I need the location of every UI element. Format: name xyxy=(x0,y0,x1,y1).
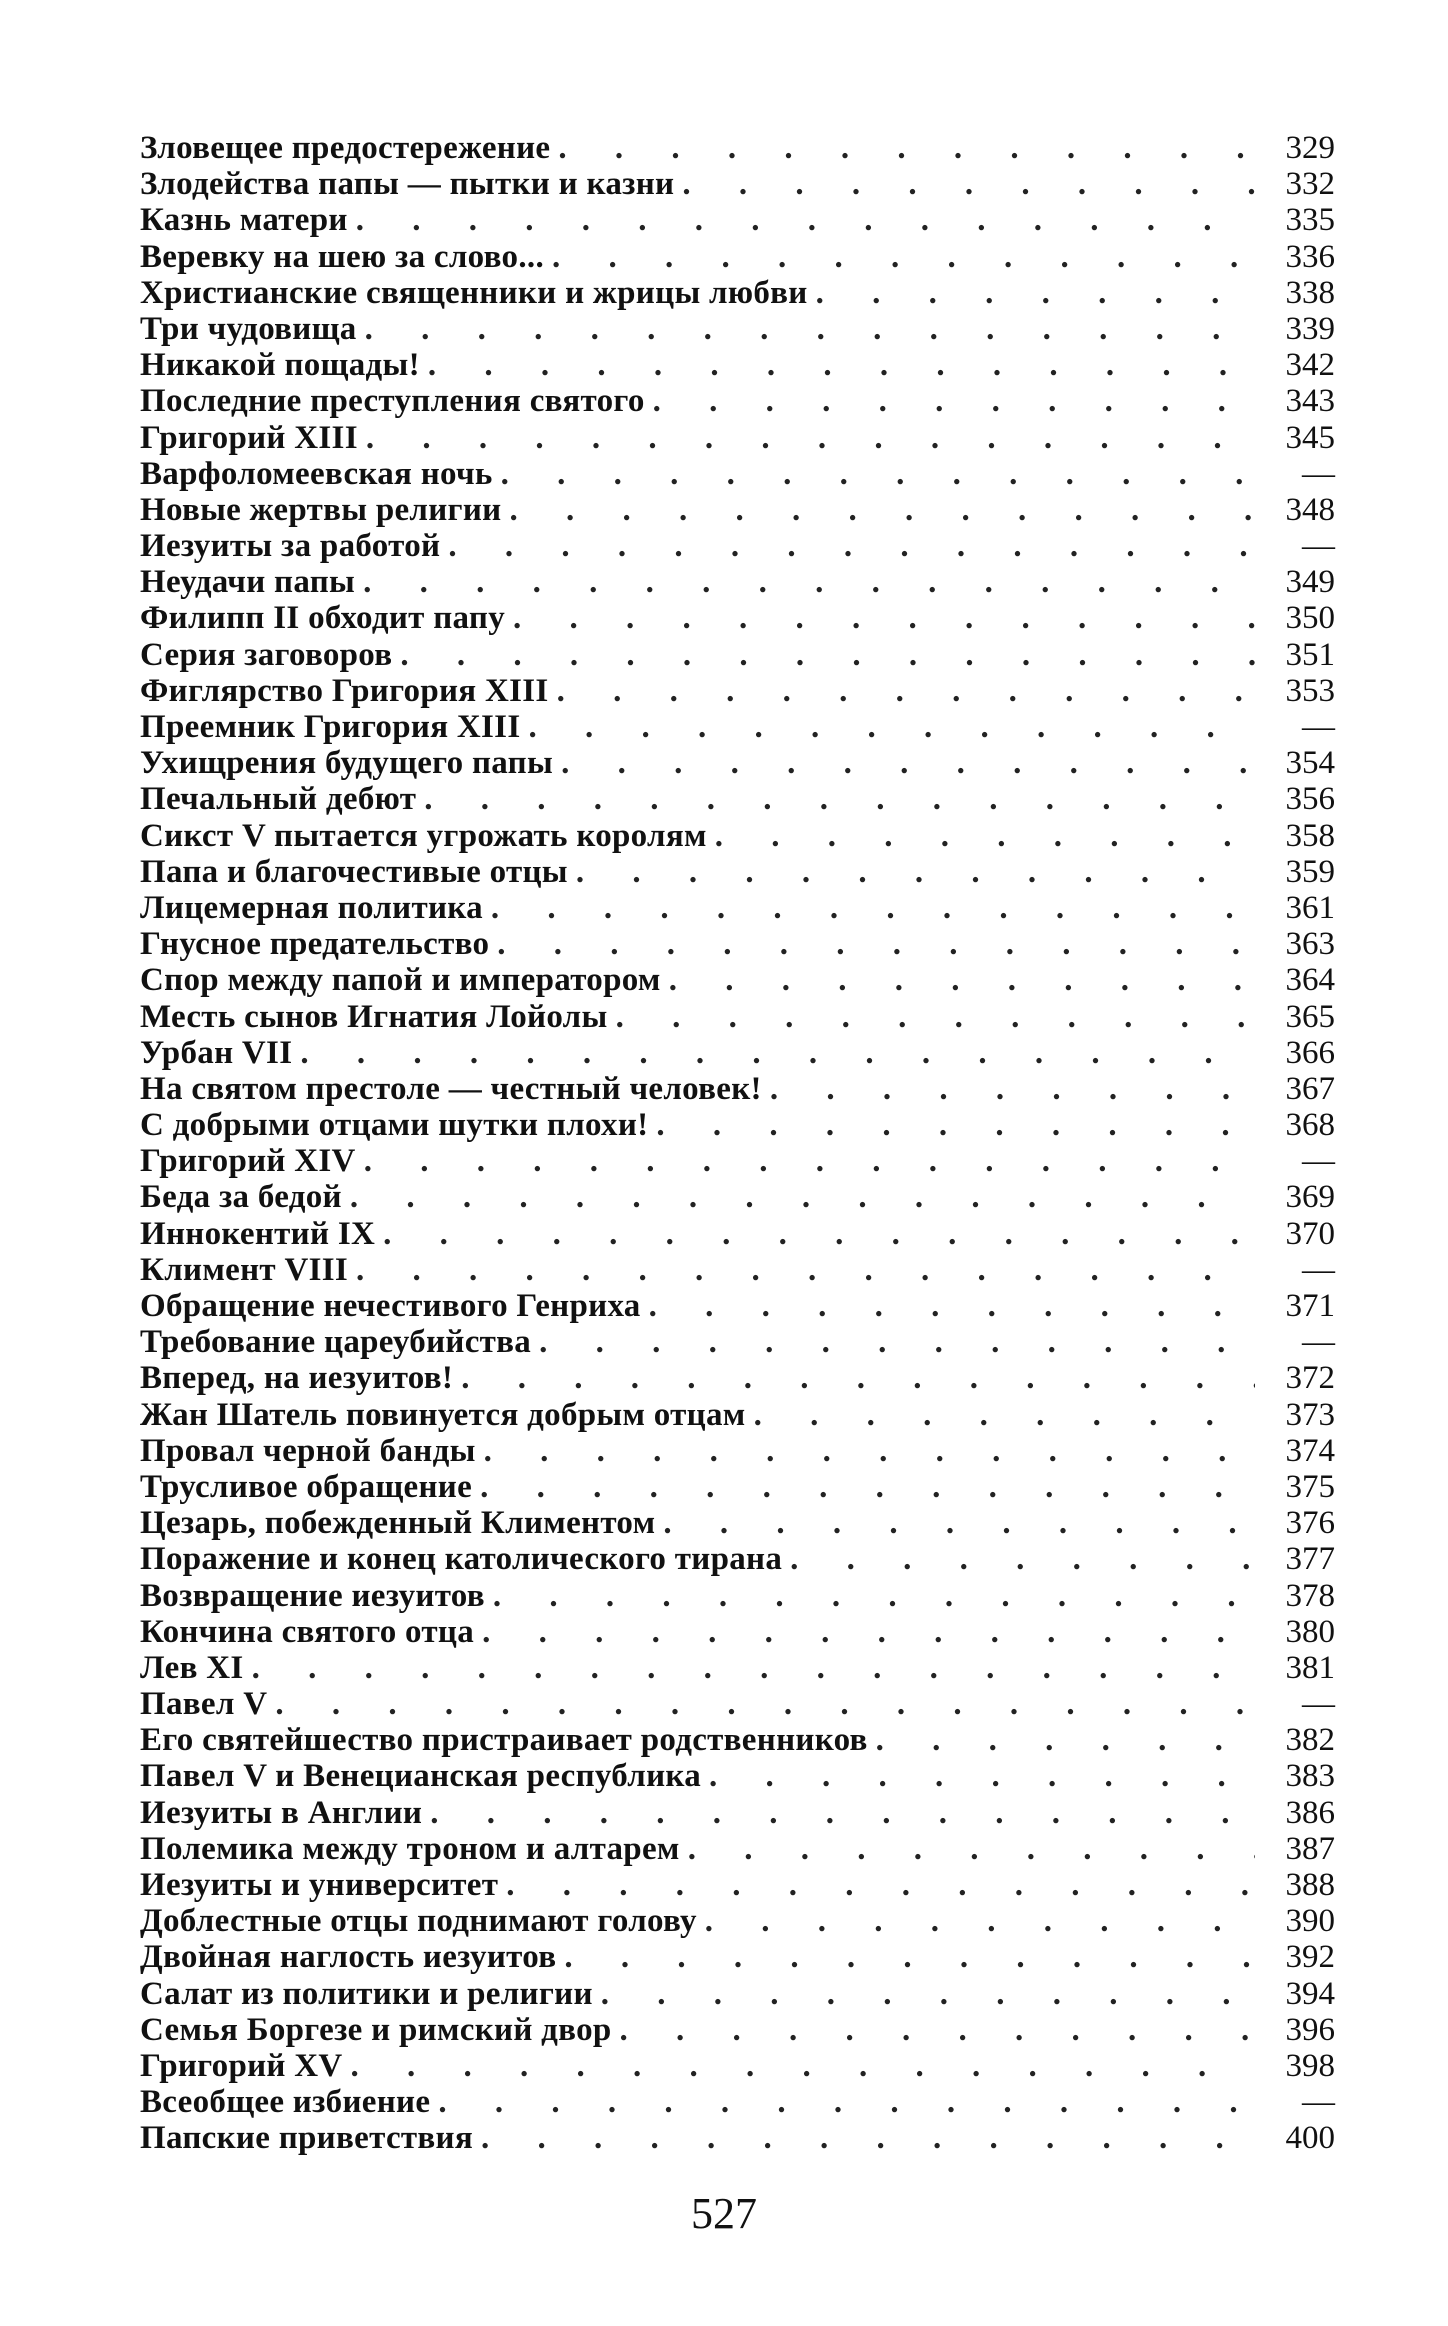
toc-entry-page: 350 xyxy=(1285,600,1335,637)
toc-entry xyxy=(140,890,1335,926)
toc-entry-page: — xyxy=(1302,528,1335,565)
toc-entry-page: 359 xyxy=(1285,853,1335,890)
toc-entry-title: Неудачи папы xyxy=(140,564,356,601)
toc-entry xyxy=(140,1324,1335,1360)
toc-entry xyxy=(140,1614,1335,1650)
dot-leader xyxy=(558,130,1255,166)
dot-leader xyxy=(557,673,1255,709)
toc-entry-page: 400 xyxy=(1285,2120,1335,2157)
dot-leader xyxy=(383,1216,1255,1252)
dot-leader xyxy=(561,745,1255,781)
toc-entry xyxy=(140,1758,1335,1794)
toc-entry xyxy=(140,1722,1335,1758)
toc-entry-page: — xyxy=(1302,1324,1335,1361)
toc-entry xyxy=(140,130,1335,166)
dot-leader xyxy=(653,383,1255,419)
dot-leader xyxy=(539,1324,1255,1360)
toc-entry-page: 386 xyxy=(1285,1794,1335,1831)
dot-leader xyxy=(552,239,1255,275)
dot-leader xyxy=(620,2012,1255,2048)
toc-entry-title: Христианские священники и жрицы любви xyxy=(140,274,808,311)
toc-entry-title: Жан Шатель повинуется добрым отцам xyxy=(140,1396,746,1433)
toc-entry xyxy=(140,962,1335,998)
toc-entry xyxy=(140,383,1335,419)
dot-leader xyxy=(564,1939,1255,1975)
dot-leader xyxy=(528,709,1255,745)
toc-entry xyxy=(140,781,1335,817)
toc-entry-page: 370 xyxy=(1285,1215,1335,1252)
dot-leader xyxy=(365,311,1255,347)
toc-entry xyxy=(140,1360,1335,1396)
dot-leader xyxy=(497,926,1255,962)
toc-entry xyxy=(140,709,1335,745)
toc-entry-page: 351 xyxy=(1285,636,1335,673)
page-number: 527 xyxy=(691,2189,757,2238)
toc-entry xyxy=(140,275,1335,311)
dot-leader xyxy=(770,1071,1255,1107)
toc-entry xyxy=(140,1252,1335,1288)
dot-leader xyxy=(576,854,1255,890)
toc-entry xyxy=(140,1831,1335,1867)
dot-leader xyxy=(430,1795,1255,1831)
toc-entry xyxy=(140,637,1335,673)
dot-leader xyxy=(705,1903,1255,1939)
toc-entry-page: 354 xyxy=(1285,745,1335,782)
toc-entry xyxy=(140,999,1335,1035)
toc-entry-title: Двойная наглость иезуитов xyxy=(140,1939,557,1976)
dot-leader xyxy=(509,492,1255,528)
toc-entry xyxy=(140,2048,1335,2084)
toc-entry-page: 348 xyxy=(1285,491,1335,528)
toc-entry xyxy=(140,1216,1335,1252)
toc-entry xyxy=(140,202,1335,238)
toc-entry-page: — xyxy=(1302,1143,1335,1180)
toc-entry-page: 358 xyxy=(1285,817,1335,854)
toc-entry-title: Серия заговоров xyxy=(140,636,393,673)
toc-entry-page: 373 xyxy=(1285,1396,1335,1433)
toc-entry-title: Никакой пощады! xyxy=(140,347,420,384)
toc-entry-title: Злодейства папы — пытки и казни xyxy=(140,166,675,203)
toc-entry-title: Его святейшество пристраивает родственников xyxy=(140,1722,868,1759)
toc-entry-title: Казнь матери xyxy=(140,202,348,239)
toc-entry xyxy=(140,854,1335,890)
toc-entry xyxy=(140,1179,1335,1215)
dot-leader xyxy=(484,1433,1255,1469)
toc-entry-title: Салат из политики и религии xyxy=(140,1975,593,2012)
toc-entry-page: 375 xyxy=(1285,1468,1335,1505)
dot-leader xyxy=(790,1541,1255,1577)
dot-leader xyxy=(688,1831,1255,1867)
toc-entry-title: Возвращение иезуитов xyxy=(140,1577,485,1614)
toc-entry xyxy=(140,1578,1335,1614)
toc-entry xyxy=(140,1469,1335,1505)
toc-entry-title: Иезуиты в Англии xyxy=(140,1794,423,1831)
toc-entry-page: 367 xyxy=(1285,1070,1335,1107)
toc-entry-page: 364 xyxy=(1285,962,1335,999)
toc-entry-page: 349 xyxy=(1285,564,1335,601)
dot-leader xyxy=(366,420,1255,456)
toc-entry-page: 377 xyxy=(1285,1541,1335,1578)
dot-leader xyxy=(493,1578,1255,1614)
toc-entry xyxy=(140,2012,1335,2048)
toc-entry-page: 371 xyxy=(1285,1288,1335,1324)
dot-leader xyxy=(300,1035,1255,1071)
toc-entry-page: 342 xyxy=(1285,347,1335,384)
table-of-contents xyxy=(140,130,1335,2157)
dot-leader xyxy=(480,1469,1255,1505)
toc-entry xyxy=(140,420,1335,456)
toc-entry xyxy=(140,1939,1335,1975)
dot-leader xyxy=(816,275,1255,311)
toc-entry-title: С добрыми отцами шутки плохи! xyxy=(140,1107,649,1144)
dot-leader xyxy=(275,1686,1255,1722)
dot-leader xyxy=(350,1179,1255,1215)
dot-leader xyxy=(252,1650,1255,1686)
toc-entry-page: 369 xyxy=(1285,1179,1335,1216)
toc-entry-title: Последние преступления святого xyxy=(140,383,645,420)
dot-leader xyxy=(754,1397,1255,1433)
dot-leader xyxy=(649,1288,1255,1324)
toc-entry-page: 365 xyxy=(1285,998,1335,1035)
toc-entry-page: 394 xyxy=(1285,1975,1335,2012)
toc-entry-page: 388 xyxy=(1285,1867,1335,1903)
toc-entry-title: Иезуиты за работой xyxy=(140,528,441,565)
toc-entry-page: 366 xyxy=(1285,1034,1335,1071)
dot-leader xyxy=(656,1107,1255,1143)
toc-entry-page: 343 xyxy=(1285,383,1335,420)
toc-entry-page: — xyxy=(1302,2084,1335,2121)
dot-leader xyxy=(448,528,1255,564)
toc-entry xyxy=(140,1867,1335,1903)
toc-entry-title: На святом престоле — честный человек! xyxy=(140,1070,762,1107)
toc-entry-page: 353 xyxy=(1285,672,1335,709)
dot-leader xyxy=(663,1505,1255,1541)
toc-entry-title: Поражение и конец католического тирана xyxy=(140,1541,783,1578)
dot-leader xyxy=(481,2120,1255,2156)
toc-entry-page: 396 xyxy=(1285,2011,1335,2048)
toc-entry-title: Папские приветствия xyxy=(140,2120,474,2157)
toc-entry-page: 339 xyxy=(1285,310,1335,347)
dot-leader xyxy=(501,456,1255,492)
dot-leader xyxy=(364,1143,1255,1179)
toc-entry-title: Павел V и Венецианская республика xyxy=(140,1758,702,1795)
toc-entry-title: Иезуиты и университет xyxy=(140,1867,499,1903)
toc-entry-page: 390 xyxy=(1285,1903,1335,1940)
dot-leader xyxy=(709,1758,1255,1794)
toc-entry xyxy=(140,2084,1335,2120)
dot-leader xyxy=(506,1867,1255,1903)
toc-entry-title: Обращение нечестивого Генриха xyxy=(140,1288,641,1324)
toc-entry xyxy=(140,1795,1335,1831)
toc-entry-page: 329 xyxy=(1285,130,1335,166)
toc-entry-title: Урбан VII xyxy=(140,1034,293,1071)
dot-leader xyxy=(616,999,1255,1035)
toc-entry xyxy=(140,1650,1335,1686)
dot-leader xyxy=(482,1614,1255,1650)
toc-entry-page: 398 xyxy=(1285,2047,1335,2084)
toc-entry-page: 338 xyxy=(1285,274,1335,311)
toc-entry-title: Требование цареубийства xyxy=(140,1324,532,1361)
toc-entry-page: 381 xyxy=(1285,1649,1335,1686)
toc-entry xyxy=(140,745,1335,781)
toc-entry-page: — xyxy=(1302,1686,1335,1723)
toc-entry xyxy=(140,673,1335,709)
toc-entry-title: Климент VIII xyxy=(140,1251,349,1288)
toc-entry-title: Лицемерная политика xyxy=(140,889,483,926)
toc-entry xyxy=(140,311,1335,347)
toc-entry xyxy=(140,564,1335,600)
dot-leader xyxy=(682,166,1255,202)
toc-entry-title: Филипп II обходит папу xyxy=(140,600,505,637)
toc-entry-page: 363 xyxy=(1285,926,1335,963)
toc-entry-title: Месть сынов Игнатия Лойолы xyxy=(140,998,608,1035)
toc-entry-title: Варфоломеевская ночь xyxy=(140,455,493,492)
toc-entry-title: Веревку на шею за слово... xyxy=(140,238,545,275)
toc-entry-title: Провал черной банды xyxy=(140,1432,476,1469)
toc-entry xyxy=(140,1071,1335,1107)
toc-entry xyxy=(140,492,1335,528)
dot-leader xyxy=(356,202,1255,238)
toc-entry-title: Печальный дебют xyxy=(140,781,417,818)
toc-entry-title: Трусливое обращение xyxy=(140,1468,473,1505)
toc-entry xyxy=(140,1541,1335,1577)
toc-entry xyxy=(140,1903,1335,1939)
dot-leader xyxy=(601,1976,1255,2012)
toc-entry-title: Зловещее предостережение xyxy=(140,130,551,166)
toc-entry-page: 378 xyxy=(1285,1577,1335,1614)
toc-entry-title: Лев XI xyxy=(140,1649,244,1686)
dot-leader xyxy=(669,962,1255,998)
dot-leader xyxy=(876,1722,1255,1758)
toc-entry-title: Цезарь, побежденный Климентом xyxy=(140,1505,656,1542)
toc-entry xyxy=(140,347,1335,383)
toc-entry-page: — xyxy=(1302,455,1335,492)
toc-entry-title: Папа и благочестивые отцы xyxy=(140,853,568,890)
toc-entry-page: 383 xyxy=(1285,1758,1335,1795)
toc-entry-page: 376 xyxy=(1285,1505,1335,1542)
toc-entry xyxy=(140,1397,1335,1433)
toc-entry-page: 392 xyxy=(1285,1939,1335,1976)
toc-entry-title: Спор между папой и императором xyxy=(140,962,661,999)
toc-entry-title: Иннокентий IX xyxy=(140,1215,376,1252)
toc-entry xyxy=(140,1686,1335,1722)
toc-entry-title: Григорий XIII xyxy=(140,419,358,456)
toc-entry xyxy=(140,1143,1335,1179)
toc-entry-title: Новые жертвы религии xyxy=(140,491,502,528)
toc-entry-title: Беда за бедой xyxy=(140,1179,342,1216)
toc-entry xyxy=(140,456,1335,492)
dot-leader xyxy=(351,2048,1255,2084)
dot-leader xyxy=(363,564,1255,600)
toc-entry-title: Вперед, на иезуитов! xyxy=(140,1360,454,1397)
dot-leader xyxy=(400,637,1255,673)
toc-entry-title: Сикст V пытается угрожать королям xyxy=(140,817,707,854)
dot-leader xyxy=(428,347,1255,383)
toc-entry-title: Ухищрения будущего папы xyxy=(140,745,554,782)
toc-entry xyxy=(140,166,1335,202)
toc-entry xyxy=(140,528,1335,564)
toc-entry xyxy=(140,1976,1335,2012)
toc-entry-title: Гнусное предательство xyxy=(140,926,490,963)
dot-leader xyxy=(715,818,1255,854)
toc-entry-title: Три чудовища xyxy=(140,310,357,347)
toc-entry-page: 356 xyxy=(1285,781,1335,818)
toc-entry-title: Павел V xyxy=(140,1686,268,1723)
dot-leader xyxy=(356,1252,1255,1288)
toc-entry xyxy=(140,1505,1335,1541)
toc-entry xyxy=(140,1288,1335,1324)
toc-entry-title: Кончина святого отца xyxy=(140,1613,475,1650)
dot-leader xyxy=(424,781,1255,817)
toc-entry-page: 382 xyxy=(1285,1722,1335,1759)
toc-entry xyxy=(140,1107,1335,1143)
toc-entry-page: 380 xyxy=(1285,1613,1335,1650)
toc-entry-page: — xyxy=(1302,1251,1335,1288)
toc-entry xyxy=(140,2120,1335,2156)
toc-entry-page: 372 xyxy=(1285,1360,1335,1397)
toc-entry-title: Григорий XIV xyxy=(140,1143,356,1180)
toc-entry-title: Преемник Григория XIII xyxy=(140,709,521,745)
toc-entry-page: — xyxy=(1302,709,1335,745)
toc-entry-page: 374 xyxy=(1285,1432,1335,1469)
toc-entry-page: 335 xyxy=(1285,202,1335,239)
toc-entry-page: 387 xyxy=(1285,1830,1335,1867)
toc-entry-title: Всеобщее избиение xyxy=(140,2084,431,2121)
toc-entry xyxy=(140,600,1335,636)
toc-entry xyxy=(140,926,1335,962)
toc-entry xyxy=(140,818,1335,854)
dot-leader xyxy=(461,1360,1255,1396)
dot-leader xyxy=(491,890,1255,926)
toc-entry-title: Фиглярство Григория XIII xyxy=(140,672,549,709)
toc-entry-title: Доблестные отцы поднимают голову xyxy=(140,1903,697,1940)
toc-entry xyxy=(140,1433,1335,1469)
dot-leader xyxy=(438,2084,1255,2120)
toc-entry-title: Полемика между троном и алтарем xyxy=(140,1830,680,1867)
toc-entry-page: 332 xyxy=(1285,166,1335,203)
toc-entry-page: 361 xyxy=(1285,889,1335,926)
toc-entry xyxy=(140,1035,1335,1071)
toc-entry-page: 336 xyxy=(1285,238,1335,275)
toc-entry-title: Семья Боргезе и римский двор xyxy=(140,2011,612,2048)
toc-entry-page: 345 xyxy=(1285,419,1335,456)
toc-entry-page: 368 xyxy=(1285,1107,1335,1144)
toc-entry-title: Григорий XV xyxy=(140,2047,343,2084)
dot-leader xyxy=(513,600,1255,636)
toc-entry xyxy=(140,239,1335,275)
